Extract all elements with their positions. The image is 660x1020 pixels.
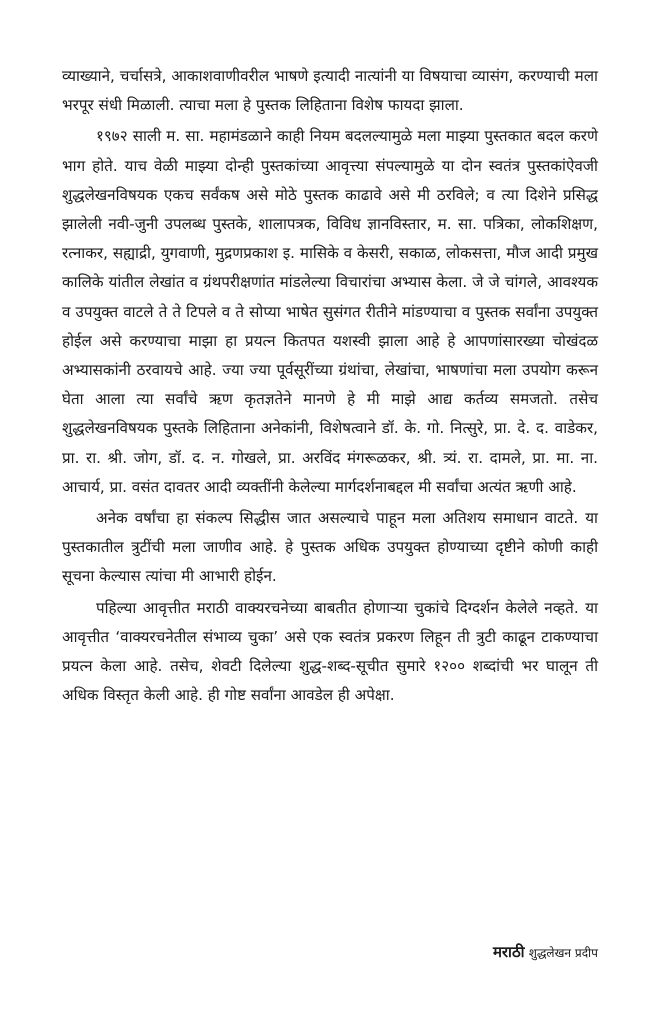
paragraph-1: व्याख्याने, चर्चासत्रे, आकाशवाणीवरील भाषणे इत्यादी नात्यांनी या विषयाचा व्यासंग, करण्याची मला भरपूर संधी मिळाली. त्याचा मला हे पुस्तक लिहिताना विशेष फायदा झाला.: [62, 67, 598, 115]
page-body: [62, 62, 598, 712]
paragraph-2: १९७२ साली म. सा. महामंडळाने काही नियम बदलल्यामुळे मला माझ्या पुस्तकात बदल करणे भाग होते. याच वेळी माझ्या दोन्ही पुस्तकांच्या आवृत्त्या संपल्यामुळे या दोन स्वतंत्र पुस्तकांऐवजी शुद्धलेखनविषयक एकच सर्वंकष असे मोठे पुस्तक काढावे असे मी ठरविले; व त्या दिशेने प्रसिद्ध झालेली नवी-जुनी उपलब्ध पुस्तके, शालापत्रक, विविध ज्ञानविस्तार, म. सा. पत्रिका, लोकशिक्षण, रत्नाकर, सह्याद्री, युगवाणी, मुद्रणप्रकाश इ. मासिके व केसरी, सकाळ, लोकसत्ता, मौज आदी प्रमुख कालिके यांतील लेखांत व ग्रंथपरीक्षणांत मांडलेल्या विचारांचा अभ्यास केला. जे जे चांगले, आवश्यक व उपयुक्त वाटले ते ते टिपले व ते सोप्या भाषेत सुसंगत रीतीने मांडण्याचा व पुस्तक सर्वांना उपयुक्त होईल असे करण्याचा माझा हा प्रयत्न कितपत यशस्वी झाला आहे हे आपणांसारख्या चोखंदळ अभ्यासकांनी ठरवायचे आहे. ज्या ज्या पूर्वसूरींच्या ग्रंथांचा, लेखांचा, भाषणांचा मला उपयोग करून घेता आला त्या सर्वांचे ऋण कृतज्ञतेने मानणे हे मी माझे आद्य कर्तव्य समजतो. तसेच शुद्धलेखनविषयक पुस्तके लिहिताना अनेकांनी, विशेषत्वाने डॉ. के. गो. नित्सुरे, प्रा. दे. द. वाडेकर, प्रा. रा. श्री. जोग, डॉ. द. न. गोखले, प्रा. अरविंद मंगरूळकर, श्री. त्र्यं. रा. दामले, प्रा. मा. ना. आचार्य, प्रा. वसंत दावतर आदी व्यक्तींनी केलेल्या मार्गदर्शनाबद्दल मी सर्वांचा अत्यंत ऋणी आहे.: [62, 127, 598, 496]
running-footer: [493, 942, 598, 962]
paragraph-4: पहिल्या आवृत्तीत मराठी वाक्यरचनेच्या बाबतीत होणाऱ्या चुकांचे दिग्दर्शन केलेले नव्हते. या आवृत्तीत ‘वाक्यरचनेतील संभाव्य चुका’ असे एक स्वतंत्र प्रकरण लिहून ती त्रुटी काढून टाकण्याचा प्रयत्न केला आहे. तसेच, शेवटी दिलेल्या शुद्ध-शब्द-सूचीत सुमारे १२०० शब्दांची भर घालून ती अधिक विस्तृत केली आहे. ही गोष्ट सर्वांना आवडेल ही अपेक्षा.: [62, 598, 598, 705]
footer-book-subtitle: शुद्धलेखन प्रदीप: [528, 946, 598, 960]
paragraph-3: अनेक वर्षांचा हा संकल्प सिद्धीस जात असल्याचे पाहून मला अतिशय समाधान वाटते. या पुस्तकातील त्रुटींची मला जाणीव आहे. हे पुस्तक अधिक उपयुक्त होण्याच्या दृष्टीने कोणी काही सूचना केल्यास त्यांचा मी आभारी होईन.: [62, 509, 598, 586]
footer-book-title: मराठी: [492, 943, 525, 961]
